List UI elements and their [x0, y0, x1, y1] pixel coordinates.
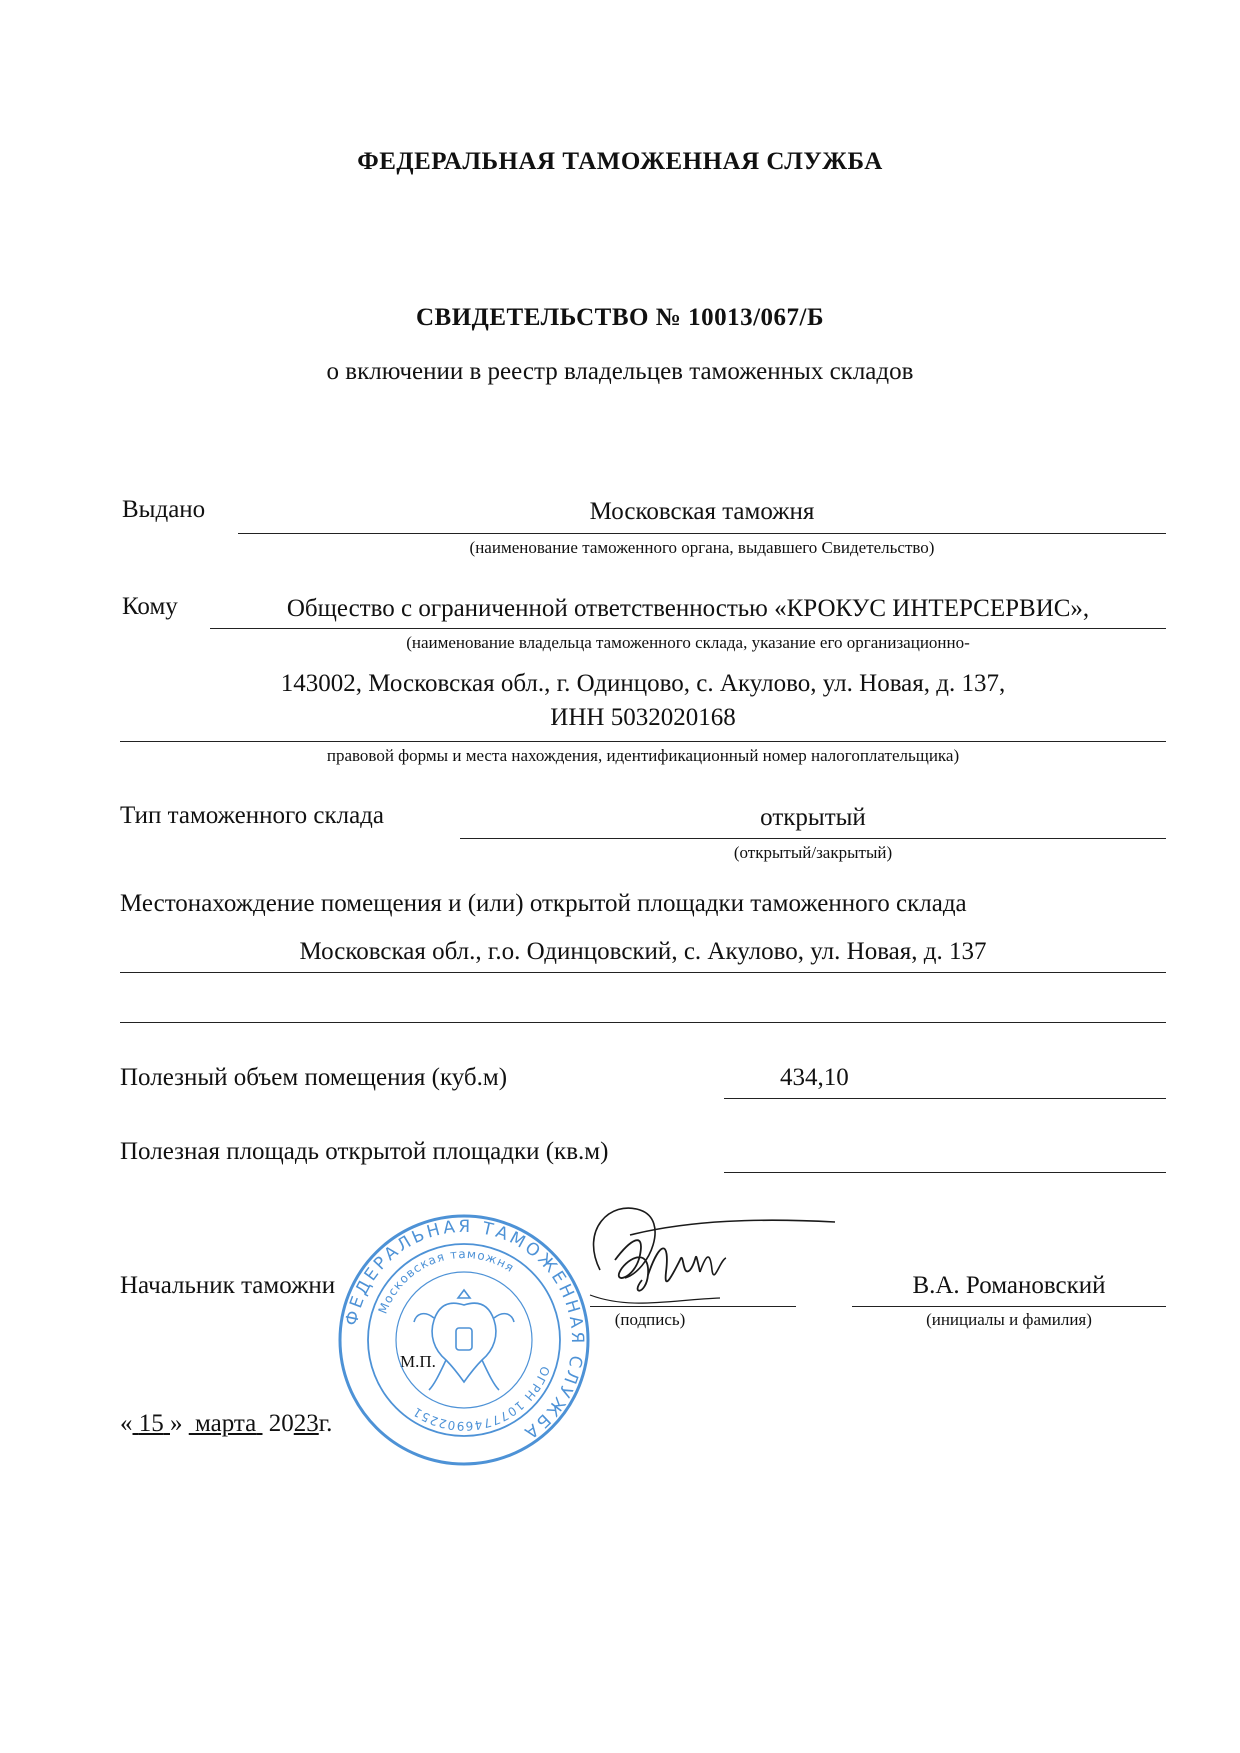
certificate-title: СВИДЕТЕЛЬСТВО № 10013/067/Б — [416, 304, 824, 331]
eagle-emblem-icon — [414, 1290, 514, 1390]
chief-name-underline — [852, 1306, 1166, 1307]
issued-value: Московская таможня — [589, 498, 815, 525]
certificate-subtitle: о включении в реестр владельцев таможенных складов — [326, 358, 914, 385]
volume-label: Полезный объем помещения (куб.м) — [120, 1064, 508, 1091]
warehouse-type-label: Тип таможенного склада — [120, 802, 384, 829]
recipient-caption-1: (наименование владельца таможенного склада, указание его организационно- — [406, 633, 970, 652]
date-year-suffix: 23 — [293, 1410, 319, 1437]
location-value: Московская обл., г.о. Одинцовский, с. Акулово, ул. Новая, д. 137 — [299, 938, 987, 965]
issued-underline — [238, 533, 1166, 534]
seal-outer-text: ФЕДЕРАЛЬНАЯ ТАМОЖЕННАЯ СЛУЖБА — [341, 1216, 588, 1445]
issued-label: Выдано — [122, 496, 206, 523]
recipient-caption-2: правовой формы и места нахождения, идентификационный номер налогоплательщика) — [326, 746, 960, 765]
recipient-label: Кому — [122, 593, 178, 620]
warehouse-type-value: открытый — [760, 804, 866, 831]
issue-date — [120, 1410, 332, 1438]
area-underline — [724, 1172, 1166, 1173]
volume-value: 434,10 — [780, 1064, 849, 1091]
date-year-abbr: г. — [318, 1410, 333, 1437]
volume-underline — [724, 1098, 1166, 1099]
seal-mark: М.П. — [400, 1352, 436, 1371]
agency-title: ФЕДЕРАЛЬНАЯ ТАМОЖЕННАЯ СЛУЖБА — [357, 148, 883, 175]
seal-ogrn-text: ОГРН 1077746902251 — [409, 1364, 553, 1434]
signature-caption: (подпись) — [614, 1310, 686, 1329]
date-year-prefix: 20 — [268, 1410, 294, 1437]
location-underline — [120, 972, 1166, 973]
recipient-underline-2 — [120, 741, 1166, 742]
recipient-underline — [210, 628, 1166, 629]
seal-inner-text: Московская таможня — [375, 1246, 517, 1316]
location-underline-2 — [120, 1022, 1166, 1023]
date-month — [189, 1410, 263, 1437]
date-day-value: 15 — [138, 1410, 164, 1437]
warehouse-type-underline — [460, 838, 1166, 839]
recipient-name: Общество с ограниченной ответственностью «КРОКУС ИНТЕРСЕРВИС», — [286, 595, 1090, 622]
chief-position: Начальник таможни — [120, 1272, 336, 1299]
date-month-value: марта — [195, 1410, 257, 1437]
date-close-quote: » — [170, 1410, 183, 1437]
date-open-quote: « — [120, 1410, 133, 1437]
date-day — [133, 1410, 171, 1437]
handwritten-signature — [570, 1200, 840, 1330]
location-label: Местонахождение помещения и (или) открытой площадки таможенного склада — [120, 890, 967, 917]
chief-name: В.А. Романовский — [912, 1272, 1106, 1299]
recipient-inn: ИНН 5032020168 — [550, 704, 736, 731]
official-seal — [334, 1210, 594, 1470]
area-label: Полезная площадь открытой площадки (кв.м) — [120, 1138, 609, 1165]
warehouse-type-caption: (открытый/закрытый) — [733, 843, 893, 862]
issued-caption: (наименование таможенного органа, выдавшего Свидетельство) — [469, 538, 935, 557]
chief-name-caption: (инициалы и фамилия) — [926, 1310, 1092, 1329]
recipient-address: 143002, Московская обл., г. Одинцово, с. Акулово, ул. Новая, д. 137, — [280, 670, 1006, 697]
